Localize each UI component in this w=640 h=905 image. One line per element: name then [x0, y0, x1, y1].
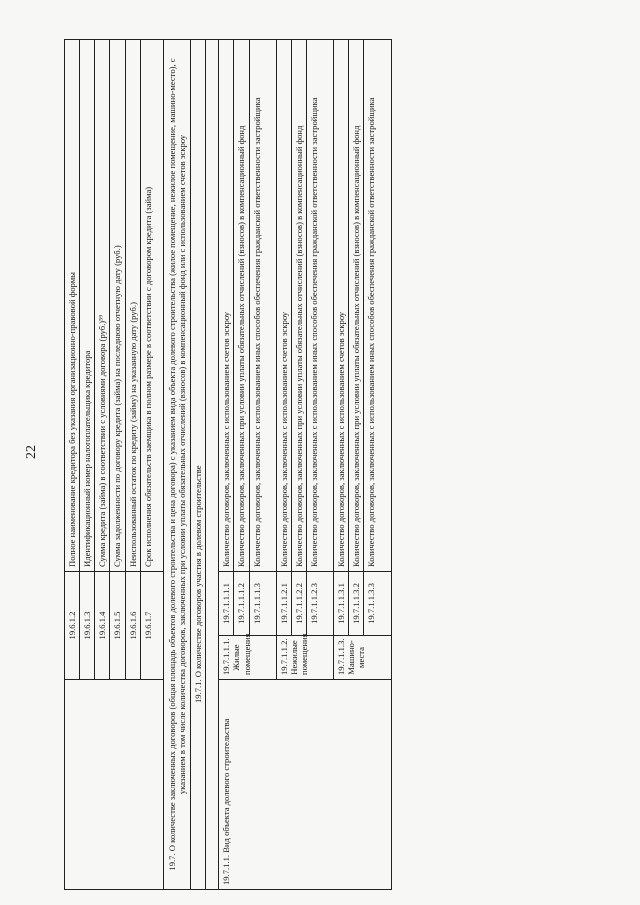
row-text: Количество договоров, заключенных с использованием иных способов обеспечения гражданской ответственности застройщика — [249, 40, 276, 572]
disclosure-table — [64, 39, 392, 890]
row-code: 19.6.1.5 — [110, 572, 125, 680]
row-code: 19.6.1.7 — [140, 572, 163, 680]
row-text: Неиспользованный остаток по кредиту (займу) на указанную дату (руб.) — [125, 40, 140, 572]
row-text: Количество договоров, заключенных с использованием иных способов обеспечения гражданской ответственности застройщика — [306, 40, 333, 572]
row-text: Сумма задолженности по договору кредита (займа) на последнюю отчетную дату (руб.) — [110, 40, 125, 572]
row-text: Срок исполнения обязательств заемщика в полном размере в соответствии с договором кредита (займа) — [140, 40, 163, 572]
row-code: 19.7.1.1.3.3 — [364, 572, 391, 636]
row-text: Количество договоров, заключенных с использованием счетов эскроу — [276, 40, 291, 572]
row-code: 19.7.1.1.3.2 — [349, 572, 364, 636]
row-text: Количество договоров, заключенных с использованием счетов эскроу — [334, 40, 349, 572]
table-row — [65, 40, 80, 890]
spacer-row — [206, 40, 219, 890]
section-header-row — [163, 40, 190, 890]
row-code: 19.6.1.4 — [95, 572, 110, 680]
row-code: 19.7.1.1.1.3 — [249, 572, 276, 636]
row-code: 19.6.1.6 — [125, 572, 140, 680]
group-label: 19.7.1.1.2. Нежилые помещения — [276, 636, 333, 680]
subsection-header-row — [191, 40, 206, 890]
row-code: 19.7.1.1.2.2 — [291, 572, 306, 636]
row-text: Количество договоров, заключенных с использованием иных способов обеспечения гражданской ответственности застройщика — [364, 40, 391, 572]
continuation-cell — [65, 680, 164, 890]
row-code: 19.7.1.1.2.3 — [306, 572, 333, 636]
row-text: Количество договоров, заключенных с использованием счетов эскроу — [219, 40, 234, 572]
row-code: 19.6.1.3 — [80, 572, 95, 680]
group-label: 19.7.1.1.3. Машино-места — [334, 636, 391, 680]
row-text: Количество договоров, заключенных при условии уплаты обязательных отчислений (взносов) в компенсационный фонд — [291, 40, 306, 572]
rotated-page — [64, 40, 590, 890]
row-text: Полное наименование кредитора без указания организационно-правовой формы — [65, 40, 80, 572]
subsection-19-7-1-title — [191, 40, 206, 890]
item-19-7-1-1-label: 19.7.1.1. Вид объекта долевого строительства — [219, 680, 391, 890]
row-code: 19.7.1.1.3.1 — [334, 572, 349, 636]
row-code: 19.7.1.1.1.2 — [234, 572, 249, 636]
page-number: 22 — [24, 445, 39, 459]
row-text: Сумма кредита (займа) в соответствии с условиями договора (руб.)⁵⁹ — [95, 40, 110, 572]
row-code: 19.6.1.2 — [65, 572, 80, 680]
subsection-19-7-1-text: 19.7.1. О количестве договоров участия в долевом строительстве — [193, 465, 204, 703]
group-label: 19.7.1.1.1. Жилые помещения — [219, 636, 276, 680]
row-text: Идентификационный номер налогоплательщика кредитора — [80, 40, 95, 572]
row-code: 19.7.1.1.1.1 — [219, 572, 234, 636]
section-19-7-title: 19.7. О количестве заключенных договоров (общая площадь объектов долевого строительства и цена договора) с указанием вида объекта долевого строительства (жилое помещение, нежилое помещение, машино-место), с указанием в том числе количества договоров, заключенных при условии уплаты обязательных отчислений (взносов) в компенсационный фонд или с использованием счетов эскроу — [163, 40, 190, 890]
row-code: 19.7.1.1.2.1 — [276, 572, 291, 636]
row-text: Количество договоров, заключенных при условии уплаты обязательных отчислений (взносов) в компенсационный фонд — [349, 40, 364, 572]
row-text: Количество договоров, заключенных при условии уплаты обязательных отчислений (взносов) в компенсационный фонд — [234, 40, 249, 572]
spacer-cell — [206, 40, 219, 890]
table-row — [219, 40, 234, 890]
